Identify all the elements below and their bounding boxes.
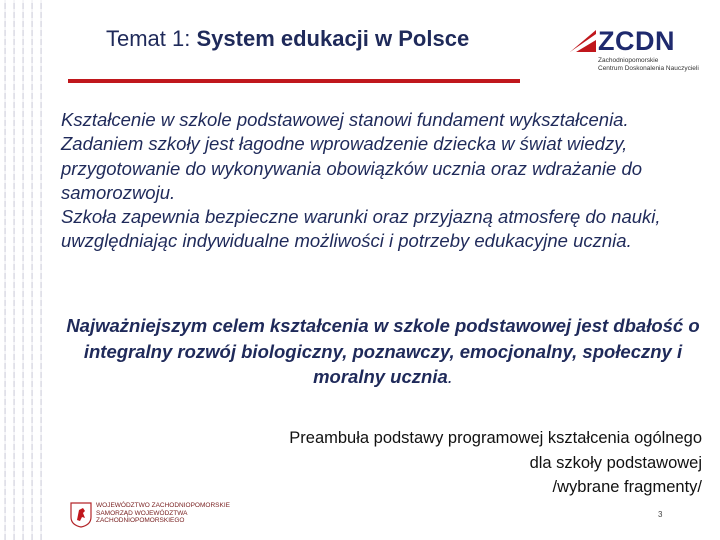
- decorative-text-strip: [0, 0, 48, 540]
- footer-logo: [70, 500, 230, 530]
- logo-subtitle: [598, 57, 699, 72]
- footer-line1: WOJEWÓDZTWO ZACHODNIOPOMORSKIE: [96, 502, 230, 509]
- body-text: [61, 108, 706, 254]
- key-statement-period: .: [447, 366, 453, 387]
- title-prefix: Temat 1:: [106, 26, 197, 51]
- source-citation: [202, 426, 702, 500]
- griffin-emblem-icon: [70, 502, 92, 528]
- paragraph-1: Kształcenie w szkole podstawowej stanowi fundament wykształcenia. Zadaniem szkoły jest łagodne wprowadzenie dziecka w świat wiedzy, przygotowanie do wykonywania obowiązków ucznia oraz wdrażanie do samorozwoju.: [61, 109, 643, 203]
- logo-subtitle-line1: Zachodniopomorskie: [598, 57, 659, 64]
- title-bold: System edukacji w Polsce: [196, 26, 470, 51]
- footer-line2: SAMORZĄD WOJEWÓDZTWA: [96, 509, 188, 517]
- key-statement: [60, 313, 706, 390]
- source-line1: Preambuła podstawy programowej kształcenia ogólnego: [289, 429, 702, 447]
- source-line2: dla szkoły podstawowej: [529, 453, 702, 472]
- page-number: 3: [658, 510, 663, 519]
- footer-text: [96, 502, 230, 525]
- title-underline: [68, 79, 520, 83]
- logo-subtitle-line2: Centrum Doskonalenia Nauczycieli: [598, 64, 699, 72]
- logo-wordmark: ZCDN: [598, 26, 675, 56]
- footer-line3: ZACHODNIOPOMORSKIEGO: [96, 517, 185, 524]
- key-statement-text: Najważniejszym celem kształcenia w szkole podstawowej jest dbałość o integralny rozwój biologiczny, poznawczy, emocjonalny, społeczny i moralny ucznia: [66, 315, 700, 387]
- zcdn-logo-icon: [570, 30, 596, 52]
- zcdn-logo: [570, 26, 699, 72]
- source-line3: /wybrane fragmenty/: [552, 478, 702, 496]
- paragraph-2: Szkoła zapewnia bezpieczne warunki oraz przyjazną atmosferę do nauki, uwzględniając indywidualne możliwości i potrzeby edukacyjne ucznia.: [61, 206, 661, 252]
- slide-title: [106, 26, 469, 52]
